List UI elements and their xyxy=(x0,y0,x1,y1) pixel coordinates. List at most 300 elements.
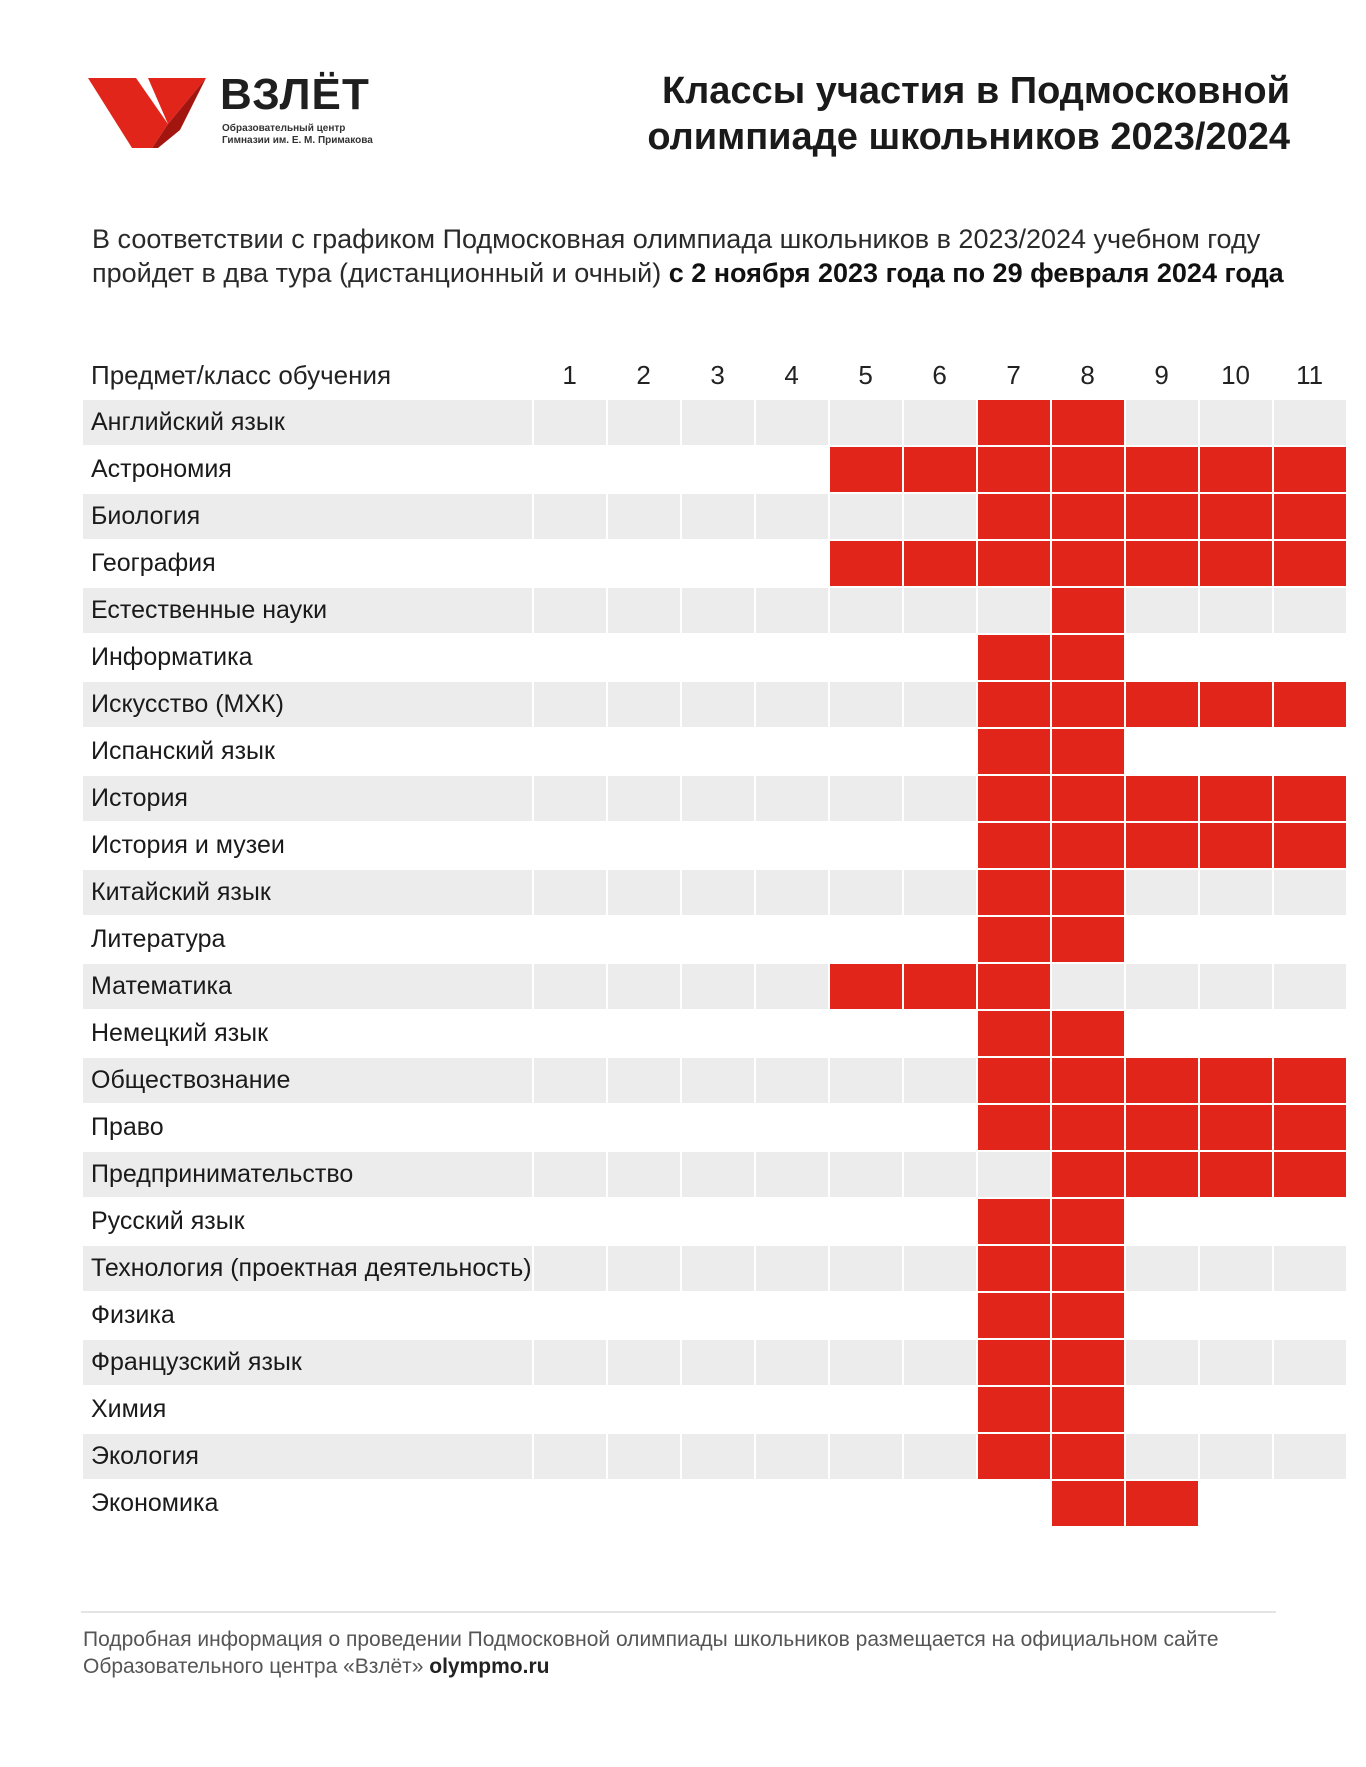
grade-cell-participating xyxy=(1052,870,1124,915)
grade-cell xyxy=(904,776,976,821)
grade-cell xyxy=(682,729,754,774)
grade-cell xyxy=(756,1105,828,1150)
grade-header: 8 xyxy=(1080,360,1095,390)
grade-cell xyxy=(1126,729,1198,774)
grade-header: 2 xyxy=(636,360,651,390)
grade-cell xyxy=(756,1387,828,1432)
grade-cell xyxy=(756,917,828,962)
grade-cell xyxy=(682,1246,754,1291)
table-row xyxy=(83,964,1346,1009)
page-title-line2: олимпиаде школьников 2023/2024 xyxy=(647,116,1290,158)
grade-cell xyxy=(830,776,902,821)
grade-header: 5 xyxy=(858,360,873,390)
subject-name: Немецкий язык xyxy=(83,1011,532,1056)
subject-name: Экономика xyxy=(83,1481,532,1526)
grade-cell xyxy=(534,588,606,633)
grade-cell xyxy=(1200,1293,1272,1338)
grade-cell xyxy=(1200,1011,1272,1056)
grade-cell xyxy=(682,1340,754,1385)
grade-cell xyxy=(756,1246,828,1291)
grade-cell-participating xyxy=(978,870,1050,915)
grade-cell xyxy=(682,447,754,492)
grade-cell xyxy=(1126,1011,1198,1056)
grade-cell xyxy=(756,870,828,915)
grade-cell xyxy=(682,776,754,821)
grade-cell xyxy=(830,588,902,633)
grade-cell xyxy=(608,588,680,633)
grade-cell-participating xyxy=(978,1387,1050,1432)
grade-cell-participating xyxy=(1052,1152,1124,1197)
grade-cell-participating xyxy=(1126,494,1198,539)
table-row xyxy=(83,682,1346,727)
grade-cell-participating xyxy=(1126,1105,1198,1150)
participation-table xyxy=(81,351,1348,1528)
grade-cell xyxy=(756,1293,828,1338)
grade-cell xyxy=(1274,1481,1346,1526)
grade-cell xyxy=(682,964,754,1009)
grade-cell xyxy=(534,494,606,539)
grade-cell xyxy=(830,1058,902,1103)
table-row xyxy=(83,1387,1346,1432)
grade-cell xyxy=(756,1481,828,1526)
table-row xyxy=(83,1058,1346,1103)
grade-cell xyxy=(904,1011,976,1056)
grade-cell xyxy=(1274,729,1346,774)
grade-cell xyxy=(608,1011,680,1056)
grade-cell-participating xyxy=(1052,400,1124,445)
table-row xyxy=(83,1011,1346,1056)
grade-cell-participating xyxy=(904,964,976,1009)
grade-cell-participating xyxy=(1126,447,1198,492)
grade-cell xyxy=(756,400,828,445)
table-row xyxy=(83,1293,1346,1338)
grade-cell xyxy=(608,400,680,445)
grade-cell xyxy=(682,682,754,727)
grade-cell-participating xyxy=(978,823,1050,868)
grade-cell xyxy=(978,1481,1050,1526)
logo-mark-icon xyxy=(88,78,206,148)
grade-cell xyxy=(756,729,828,774)
grade-cell-participating xyxy=(1052,447,1124,492)
table-row xyxy=(83,400,1346,445)
grade-cell xyxy=(1126,1199,1198,1244)
grade-cell xyxy=(534,635,606,680)
grade-cell-participating xyxy=(978,1434,1050,1479)
grade-header: 11 xyxy=(1296,360,1324,390)
grade-cell-participating xyxy=(1052,1011,1124,1056)
grade-cell xyxy=(534,729,606,774)
grade-cell-participating xyxy=(1200,776,1272,821)
grade-cell xyxy=(608,964,680,1009)
grade-cell xyxy=(830,1340,902,1385)
grade-cell xyxy=(682,1105,754,1150)
grade-cell xyxy=(1274,588,1346,633)
grade-cell-participating xyxy=(1274,682,1346,727)
subject-name: Биология xyxy=(83,494,532,539)
grade-header: 1 xyxy=(562,360,577,390)
intro-text: В соответствии с графиком Подмосковная олимпиада школьников в 2023/2024 учебном году пройдет в два тура (дистанционный и очный) xyxy=(92,224,1261,288)
grade-cell xyxy=(1052,964,1124,1009)
grade-cell xyxy=(830,1011,902,1056)
grade-cell xyxy=(682,635,754,680)
grade-cell xyxy=(1274,1011,1346,1056)
grade-cell xyxy=(1200,917,1272,962)
grade-cell-participating xyxy=(1274,494,1346,539)
grade-cell xyxy=(1200,1340,1272,1385)
grade-cell-participating xyxy=(978,1199,1050,1244)
grade-cell-participating xyxy=(1052,776,1124,821)
subject-name: Литература xyxy=(83,917,532,962)
grade-cell xyxy=(534,823,606,868)
footer-site-link[interactable]: olympmo.ru xyxy=(429,1655,550,1678)
grade-cell-participating xyxy=(1200,823,1272,868)
grade-cell xyxy=(682,588,754,633)
grade-cell-participating xyxy=(978,729,1050,774)
grade-cell xyxy=(608,1246,680,1291)
grade-cell xyxy=(1200,870,1272,915)
grade-cell xyxy=(904,1340,976,1385)
footer-divider xyxy=(81,1611,1276,1613)
grade-cell-participating xyxy=(1126,823,1198,868)
brand-subtitle-line2: Гимназии им. Е. М. Примакова xyxy=(222,135,373,146)
grade-cell xyxy=(682,400,754,445)
grade-cell xyxy=(608,1340,680,1385)
subject-name: Искусство (МХК) xyxy=(83,682,532,727)
subject-name: Технология (проектная деятельность) xyxy=(83,1246,532,1291)
grade-cell xyxy=(904,917,976,962)
grade-cell xyxy=(756,1340,828,1385)
grade-cell xyxy=(830,870,902,915)
grade-cell xyxy=(904,1481,976,1526)
grade-cell xyxy=(756,447,828,492)
subject-name: Русский язык xyxy=(83,1199,532,1244)
grade-cell xyxy=(904,682,976,727)
grade-cell-participating xyxy=(1274,1058,1346,1103)
grade-cell-participating xyxy=(1052,1387,1124,1432)
grade-cell-participating xyxy=(1052,1293,1124,1338)
grade-cell xyxy=(534,870,606,915)
grade-cell xyxy=(534,1152,606,1197)
grade-cell xyxy=(682,1058,754,1103)
brand-name: ВЗЛЁТ xyxy=(220,70,370,119)
grade-cell-participating xyxy=(1200,494,1272,539)
grade-cell-participating xyxy=(1052,541,1124,586)
grade-cell-participating xyxy=(1200,1152,1272,1197)
grade-cell xyxy=(904,1293,976,1338)
grade-cell xyxy=(904,400,976,445)
table-row xyxy=(83,729,1346,774)
grade-cell xyxy=(904,588,976,633)
grade-cell-participating xyxy=(1200,682,1272,727)
grade-cell xyxy=(756,1434,828,1479)
grade-cell xyxy=(830,1293,902,1338)
grade-cell xyxy=(608,1105,680,1150)
grade-cell xyxy=(534,400,606,445)
grade-cell xyxy=(534,1246,606,1291)
grade-header: 6 xyxy=(932,360,947,390)
grade-cell xyxy=(534,917,606,962)
grade-cell-participating xyxy=(1126,682,1198,727)
grade-cell xyxy=(534,1481,606,1526)
grade-cell-participating xyxy=(1126,1058,1198,1103)
grade-cell-participating xyxy=(1274,776,1346,821)
table-row xyxy=(83,870,1346,915)
grade-cell-participating xyxy=(1052,1199,1124,1244)
grade-cell-participating xyxy=(1200,1058,1272,1103)
grade-header: 10 xyxy=(1221,360,1251,390)
grade-cell-participating xyxy=(1200,447,1272,492)
grade-cell xyxy=(904,494,976,539)
subject-name: Предпринимательство xyxy=(83,1152,532,1197)
grade-cell xyxy=(1274,917,1346,962)
grade-cell xyxy=(1200,964,1272,1009)
grade-cell-participating xyxy=(1052,494,1124,539)
grade-cell xyxy=(682,1481,754,1526)
grade-cell xyxy=(1200,729,1272,774)
grade-cell xyxy=(608,917,680,962)
grade-cell xyxy=(608,1481,680,1526)
subject-name: История и музеи xyxy=(83,823,532,868)
grade-cell xyxy=(1126,1434,1198,1479)
grade-cell-participating xyxy=(830,964,902,1009)
table-row xyxy=(83,635,1346,680)
grade-cell-participating xyxy=(1052,1481,1124,1526)
grade-cell-participating xyxy=(978,400,1050,445)
grade-cell-participating xyxy=(1052,729,1124,774)
grade-cell xyxy=(608,1434,680,1479)
grade-cell xyxy=(534,1434,606,1479)
grade-cell-participating xyxy=(830,447,902,492)
grade-cell-participating xyxy=(978,635,1050,680)
subject-name: Химия xyxy=(83,1387,532,1432)
grade-cell xyxy=(534,776,606,821)
table-row xyxy=(83,494,1346,539)
grade-cell xyxy=(830,1199,902,1244)
grade-cell-participating xyxy=(1052,1058,1124,1103)
grade-cell xyxy=(534,541,606,586)
grade-cell xyxy=(1274,635,1346,680)
grade-cell xyxy=(904,870,976,915)
subject-name: Информатика xyxy=(83,635,532,680)
grade-cell xyxy=(1126,400,1198,445)
grade-cell-participating xyxy=(978,776,1050,821)
grade-cell xyxy=(1274,1293,1346,1338)
table-row xyxy=(83,1246,1346,1291)
subject-name: История xyxy=(83,776,532,821)
grade-cell-participating xyxy=(1052,588,1124,633)
grade-cell xyxy=(1126,635,1198,680)
page-title-line1: Классы участия в Подмосковной xyxy=(661,70,1290,112)
subject-name: Китайский язык xyxy=(83,870,532,915)
grade-cell xyxy=(1274,1199,1346,1244)
grade-cell-participating xyxy=(978,541,1050,586)
grade-cell xyxy=(1126,1340,1198,1385)
grade-cell xyxy=(534,1199,606,1244)
grade-cell xyxy=(978,588,1050,633)
grade-cell xyxy=(830,1387,902,1432)
subject-name: Английский язык xyxy=(83,400,532,445)
grade-cell xyxy=(534,1293,606,1338)
grade-cell xyxy=(608,447,680,492)
grade-cell-participating xyxy=(1274,1152,1346,1197)
grade-cell-participating xyxy=(1126,1152,1198,1197)
brand-subtitle-line1: Образовательный центр xyxy=(222,123,346,134)
grade-cell xyxy=(756,541,828,586)
grade-cell xyxy=(830,729,902,774)
grade-cell xyxy=(830,635,902,680)
table-row xyxy=(83,447,1346,492)
grade-cell-participating xyxy=(1052,917,1124,962)
grade-cell-participating xyxy=(1052,1246,1124,1291)
grade-cell xyxy=(904,1199,976,1244)
grade-cell xyxy=(1200,1481,1272,1526)
subject-name: География xyxy=(83,541,532,586)
grade-cell xyxy=(682,541,754,586)
grade-cell xyxy=(904,729,976,774)
grade-cell xyxy=(1126,917,1198,962)
grade-cell xyxy=(1274,1434,1346,1479)
grade-cell xyxy=(830,917,902,962)
table-row xyxy=(83,823,1346,868)
table-row xyxy=(83,1481,1346,1526)
grade-cell xyxy=(682,1387,754,1432)
footer-text: Подробная информация о проведении Подмосковной олимпиады школьников размещается на официальном сайте Образовательного центра «Взлёт» xyxy=(83,1628,1219,1678)
grade-cell xyxy=(1200,1246,1272,1291)
grade-cell-participating xyxy=(830,541,902,586)
grade-cell xyxy=(1200,400,1272,445)
grade-cell xyxy=(904,1058,976,1103)
subject-name: Физика xyxy=(83,1293,532,1338)
grade-cell xyxy=(1126,588,1198,633)
table-body xyxy=(83,400,1346,1526)
grade-cell-participating xyxy=(904,447,976,492)
grade-cell xyxy=(1274,1246,1346,1291)
grade-cell xyxy=(1126,1246,1198,1291)
grade-cell xyxy=(608,1293,680,1338)
table-row xyxy=(83,1105,1346,1150)
grade-cell xyxy=(830,1434,902,1479)
grade-cell xyxy=(682,1011,754,1056)
subject-name: Испанский язык xyxy=(83,729,532,774)
grade-cell-participating xyxy=(1200,541,1272,586)
grade-cell-participating xyxy=(978,1293,1050,1338)
page-title xyxy=(530,68,1290,160)
brand-logo xyxy=(88,70,408,150)
grade-cell xyxy=(608,1199,680,1244)
grade-cell xyxy=(534,1105,606,1150)
table-row xyxy=(83,1434,1346,1479)
grade-cell xyxy=(904,1387,976,1432)
brand-subtitle xyxy=(222,123,373,147)
grade-cell-participating xyxy=(1200,1105,1272,1150)
grade-cell xyxy=(1126,964,1198,1009)
grade-cell xyxy=(830,400,902,445)
grade-cell xyxy=(1274,1340,1346,1385)
intro-dates: с 2 ноября 2023 года по 29 февраля 2024 года xyxy=(668,258,1284,288)
grade-cell xyxy=(904,823,976,868)
grade-cell xyxy=(1274,870,1346,915)
grade-cell-participating xyxy=(1052,823,1124,868)
grade-cell xyxy=(1126,870,1198,915)
grade-cell xyxy=(608,729,680,774)
grade-cell xyxy=(904,1434,976,1479)
grade-cell xyxy=(682,870,754,915)
grade-cell-participating xyxy=(904,541,976,586)
grade-cell xyxy=(608,1387,680,1432)
grade-cell xyxy=(608,776,680,821)
subject-name: Естественные науки xyxy=(83,588,532,633)
grade-cell-participating xyxy=(1126,776,1198,821)
subject-name: Астрономия xyxy=(83,447,532,492)
grade-cell-participating xyxy=(978,1011,1050,1056)
grade-cell xyxy=(830,1246,902,1291)
grade-cell xyxy=(1274,400,1346,445)
grade-cell xyxy=(608,823,680,868)
grade-cell xyxy=(756,1199,828,1244)
grade-cell xyxy=(756,1152,828,1197)
grade-cell xyxy=(682,917,754,962)
subject-name: Обществознание xyxy=(83,1058,532,1103)
subject-name: Экология xyxy=(83,1434,532,1479)
grade-cell xyxy=(608,870,680,915)
grade-cell-participating xyxy=(1274,823,1346,868)
grade-cell xyxy=(1126,1387,1198,1432)
grade-cell xyxy=(608,494,680,539)
intro-paragraph xyxy=(92,222,1292,290)
grade-cell-participating xyxy=(1052,635,1124,680)
table-header-row xyxy=(83,353,1346,398)
grade-cell-participating xyxy=(978,964,1050,1009)
grade-cell xyxy=(830,823,902,868)
grade-cell xyxy=(534,447,606,492)
table-row xyxy=(83,541,1346,586)
grade-cell xyxy=(1274,1387,1346,1432)
grade-cell-participating xyxy=(1126,541,1198,586)
grade-cell-participating xyxy=(1052,682,1124,727)
grade-cell xyxy=(756,1058,828,1103)
grade-cell xyxy=(756,494,828,539)
grade-cell-participating xyxy=(978,1105,1050,1150)
grade-cell xyxy=(682,823,754,868)
grade-cell-participating xyxy=(1274,447,1346,492)
grade-cell xyxy=(534,1340,606,1385)
table-row xyxy=(83,776,1346,821)
grade-cell xyxy=(534,682,606,727)
grade-cell xyxy=(1200,1434,1272,1479)
grade-cell xyxy=(756,1011,828,1056)
grade-cell xyxy=(830,682,902,727)
grade-cell-participating xyxy=(1274,541,1346,586)
grade-cell xyxy=(756,823,828,868)
subject-name: Французский язык xyxy=(83,1340,532,1385)
grade-cell xyxy=(1126,1293,1198,1338)
grade-cell xyxy=(756,635,828,680)
grade-cell xyxy=(534,1011,606,1056)
grade-cell xyxy=(608,541,680,586)
grade-cell-participating xyxy=(978,1340,1050,1385)
footer-note xyxy=(83,1626,1313,1680)
grade-cell xyxy=(904,635,976,680)
grade-cell xyxy=(756,964,828,1009)
table-row xyxy=(83,1340,1346,1385)
grade-cell xyxy=(904,1105,976,1150)
subject-name: Математика xyxy=(83,964,532,1009)
grade-cell-participating xyxy=(978,917,1050,962)
table-row xyxy=(83,917,1346,962)
grade-cell xyxy=(682,494,754,539)
grade-cell-participating xyxy=(978,682,1050,727)
grade-cell-participating xyxy=(978,1246,1050,1291)
